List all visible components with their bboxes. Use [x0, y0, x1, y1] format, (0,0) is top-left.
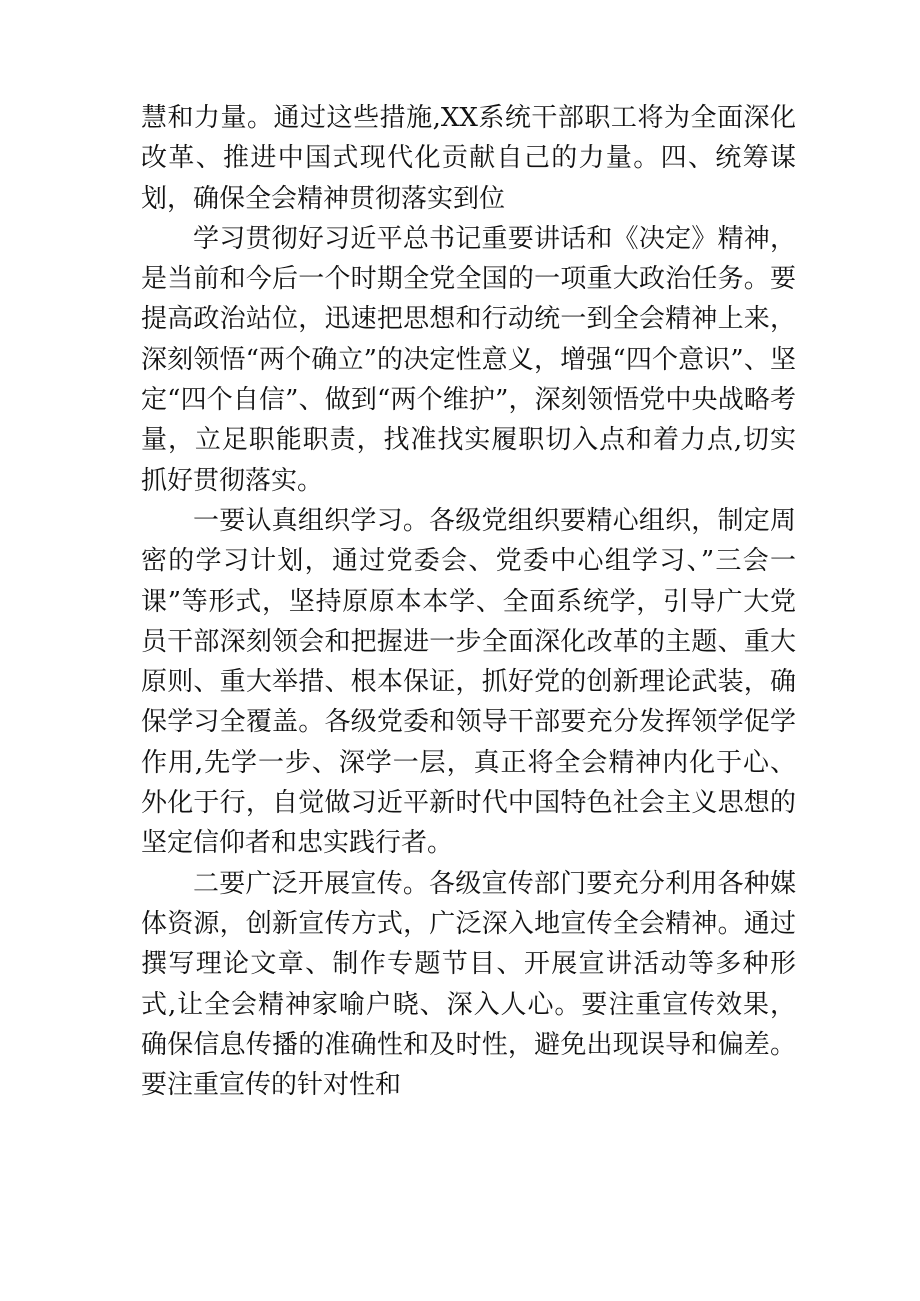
paragraph-organize-study: 一要认真组织学习。各级党组织要精心组织，制定周密的学习计划，通过党委会、党委中心组学习、”三会一课”等形式，坚持原原本本学、全面系统学，引导广大党员干部深刻领会和把握进一步全面深化改革的主题、重大原则、重大举措、根本保证，抓好党的创新理论武装，确保学习全覆盖。各级党委和领导干部要充分发挥领学促学作用,先学一步、深学一层，真正将全会精神内化于心、外化于行，自觉做习近平新时代中国特色社会主义思想的坚定信仰者和忠实践行者。 [141, 505, 796, 859]
paragraph-publicity: 二要广泛开展宣传。各级宣传部门要充分利用各种媒体资源，创新宣传方式，广泛深入地宣传全会精神。通过撰写理论文章、制作专题节目、开展宣讲活动等多种形式,让全会精神家喻户晓、深入人心。要注重宣传效果，确保信息传播的准确性和及时性，避免出现误导和偏差。要注重宣传的针对性和 [141, 868, 796, 1101]
document-body [141, 98, 796, 1105]
paragraph-continuation: 慧和力量。通过这些措施,XX系统干部职工将为全面深化改革、推进中国式现代化贡献自己的力量。四、统筹谋划，确保全会精神贯彻落实到位 [141, 103, 796, 214]
paragraph-study-implementation: 学习贯彻好习近平总书记重要讲话和《决定》精神，是当前和今后一个时期全党全国的一项重大政治任务。要提高政治站位，迅速把思想和行动统一到全会精神上来，深刻领悟“两个确立”的决定性意义，增强“四个意识”、坚定“四个自信”、做到“两个维护”，深刻领悟党中央战略考量，立足职能职责，找准找实履职切入点和着力点,切实抓好贯彻落实。 [141, 223, 796, 496]
